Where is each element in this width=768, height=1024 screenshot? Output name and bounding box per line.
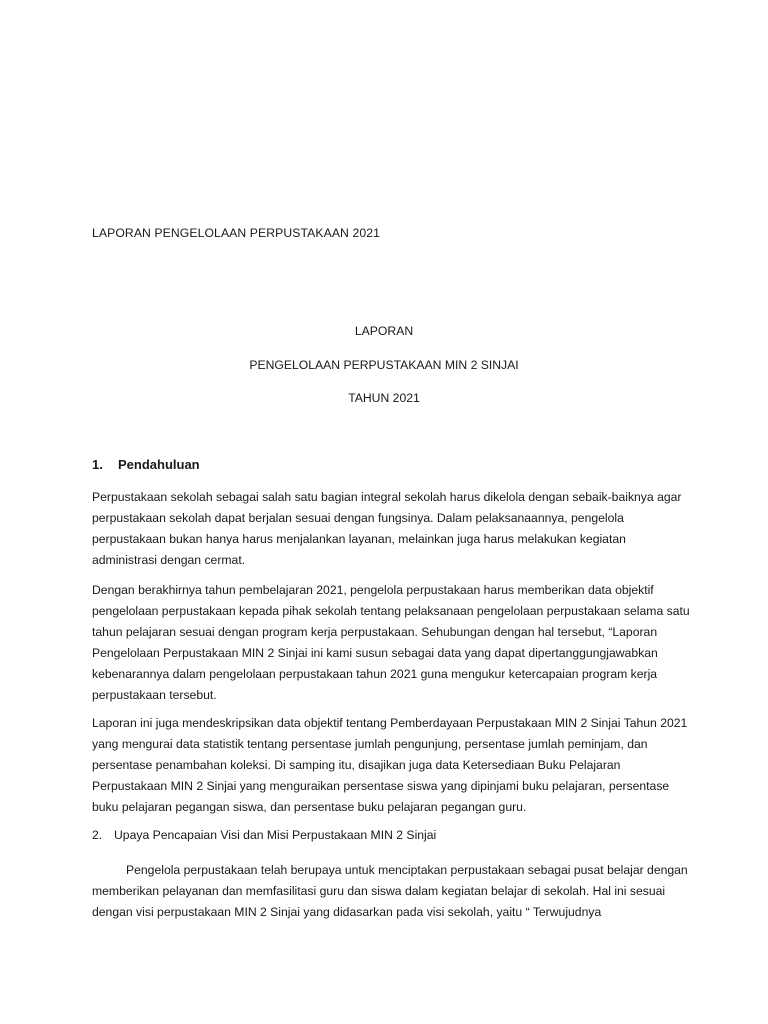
section-1-paragraph-2: Dengan berakhirnya tahun pembelajaran 2021, pengelola perpustakaan harus memberikan data objektif pengelolaan perpustakaan kepada pihak sekolah tentang pelaksanaan pengelolaan perpustakaan selama satu tahun pelajaran sesuai dengan program kerja perpustakaan. Sehubungan dengan hal tersebut, “Laporan Pengelolaan Perpustakaan MIN 2 Sinjai ini kami susun sebagai data yang dapat dipertanggungjawabkan kebenarannya dalam pengelolaan perpustakaan tahun 2021 guna mengukur ketercapaian program kerja perpustakaan tersebut. (92, 583, 690, 702)
section-1-paragraph-3: Laporan ini juga mendeskripsikan data objektif tentang Pemberdayaan Perpustakaan MIN 2 Sinjai Tahun 2021 yang mengurai data statistik tentang persentase jumlah pengunjung, persentase jumlah peminjam, dan persentase penambahan koleksi. Di samping itu, disajikan juga data Ketersediaan Buku Pelajaran Perpustakaan MIN 2 Sinjai yang menguraikan persentase siswa yang dipinjami buku pelajaran, persentase buku pelajaran pegangan siswa, dan persentase buku pelajaran pegangan guru. (92, 716, 688, 814)
document-heading: LAPORAN PENGELOLAAN PERPUSTAKAAN 2021 (92, 226, 380, 240)
report-title-line-3: TAHUN 2021 (348, 391, 420, 405)
section-1-title (92, 457, 200, 472)
section-2-paragraph-1: Pengelola perpustakaan telah berupaya untuk menciptakan perpustakaan sebagai pusat belajar dengan memberikan pelayanan dan memfasilitasi guru dan siswa dalam kegiatan belajar di sekolah. Hal ini sesuai dengan visi perpustakaan MIN 2 Sinjai yang didasarkan pada visi sekolah, yaitu “ Terwujudnya (92, 863, 688, 919)
report-title-line-1: LAPORAN (354, 324, 414, 338)
section-1-title-text: Pendahuluan (118, 457, 200, 472)
section-2-title (92, 828, 436, 842)
section-1-paragraph-1: Perpustakaan sekolah sebagai salah satu bagian integral sekolah harus dikelola dengan sebaik-baiknya agar perpustakaan sekolah dapat berjalan sesuai dengan fungsinya. Dalam pelaksanaannya, pengelola perpustakaan bukan hanya harus menjalankan layanan, melainkan juga harus melakukan kegiatan administrasi dengan cermat. (92, 490, 682, 567)
section-2-number: 2. (92, 828, 103, 842)
section-2-title-text: Upaya Pencapaian Visi dan Misi Perpustakaan MIN 2 Sinjai (114, 828, 437, 842)
report-title-line-2: PENGELOLAAN PERPUSTAKAAN MIN 2 SINJAI (249, 358, 519, 372)
section-1-number: 1. (92, 457, 103, 472)
